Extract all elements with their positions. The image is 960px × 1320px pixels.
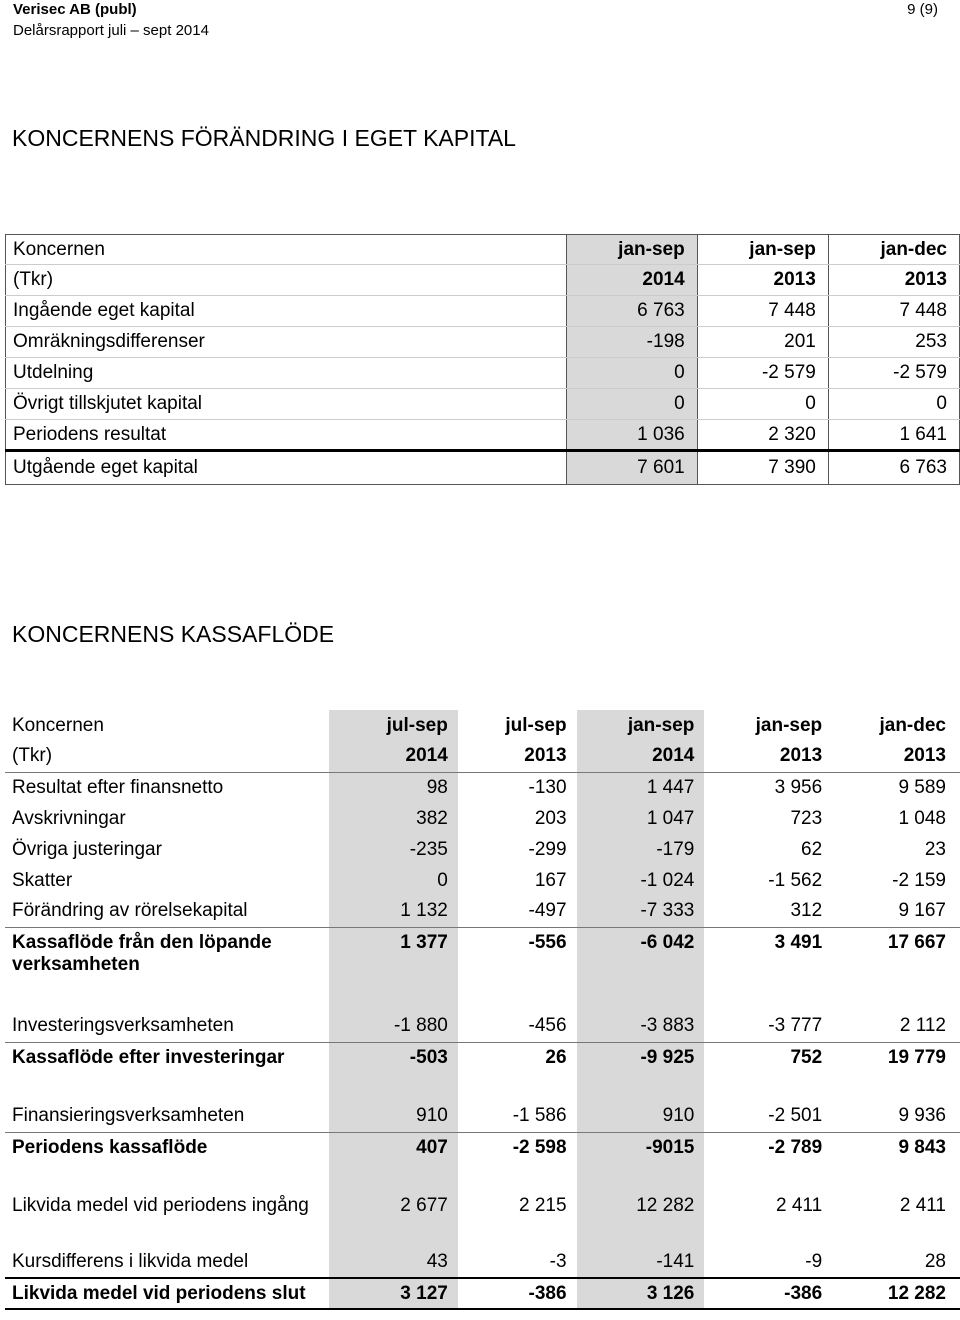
cell: 6 763 [828, 451, 959, 485]
cell: 910 [329, 1101, 458, 1132]
cell: -299 [528, 838, 567, 860]
header-cell: 2014 [566, 265, 697, 296]
cell: -3 883 [577, 1011, 705, 1042]
header-cell: Koncernen [12, 714, 104, 736]
page-number: 9 (9) [907, 1, 938, 18]
cell: -386 [458, 1278, 577, 1309]
header-cell: jan-sep [577, 710, 705, 741]
cell: 7 448 [697, 296, 828, 327]
cell: -1 586 [458, 1101, 577, 1132]
cell: -235 [329, 834, 458, 865]
cell: -130 [528, 776, 567, 798]
cell: 167 [534, 869, 567, 891]
cell: 2 411 [899, 1195, 946, 1216]
company-name: Verisec AB (publ) [13, 1, 137, 18]
cell: -386 [704, 1278, 832, 1309]
row-label: Kassaflöde från den löpande verksamheten [12, 931, 272, 975]
row-label: Investeringsverksamheten [5, 1011, 329, 1042]
header-cell: 2013 [704, 741, 832, 772]
cell: 98 [329, 772, 458, 803]
cell: 2 112 [832, 1011, 960, 1042]
cell: 1 641 [828, 420, 959, 451]
header-cell: 2013 [832, 741, 960, 772]
row-label: Periodens resultat [6, 420, 567, 451]
header-cell: 2014 [577, 741, 705, 772]
table-row [5, 1101, 960, 1132]
header-cell: 2013 [458, 741, 577, 772]
cell: 43 [329, 1247, 458, 1278]
cell: 1 447 [577, 772, 705, 803]
cell: -1 880 [329, 1011, 458, 1042]
cell: -3 777 [704, 1011, 832, 1042]
cell: -497 [458, 896, 577, 927]
cell: 1 132 [329, 896, 458, 927]
cell: 382 [329, 803, 458, 834]
cell: 0 [329, 865, 458, 896]
spacer-row [5, 987, 960, 1011]
cell: 3 956 [774, 776, 823, 798]
cell: 9 167 [832, 896, 960, 927]
cell: 0 [566, 358, 697, 389]
table-row [6, 389, 960, 420]
header-cell: jan-dec [828, 235, 959, 265]
header-cell: 2014 [329, 741, 458, 772]
cell: -1 024 [577, 865, 705, 896]
row-label: Periodens kassaflöde [12, 1136, 208, 1158]
table-row [6, 420, 960, 451]
cell: -6 042 [577, 927, 705, 987]
row-label: Likvida medel vid periodens ingång [12, 1195, 309, 1216]
header-cell: jan-sep [755, 714, 823, 736]
cell: 1 036 [566, 420, 697, 451]
header-cell: 2013 [828, 265, 959, 296]
row-label: Förändring av rörelsekapital [5, 896, 329, 927]
cell: -456 [458, 1011, 577, 1042]
table-header-row [5, 741, 960, 772]
table-row [6, 327, 960, 358]
header-cell: jul-sep [329, 710, 458, 741]
cell: 7 390 [697, 451, 828, 485]
cell: -2 159 [892, 869, 946, 891]
cell: 2 411 [776, 1195, 823, 1216]
cell: -2 598 [512, 1136, 567, 1158]
cell: -503 [329, 1042, 458, 1073]
cell: -9015 [577, 1132, 705, 1163]
cashflow-table [5, 710, 960, 1310]
cell: -9 [805, 1251, 823, 1272]
cell: 26 [545, 1046, 567, 1068]
cell: 2 215 [519, 1195, 567, 1216]
table-row [5, 803, 960, 834]
cell: 3 127 [329, 1278, 458, 1309]
cell: 12 282 [577, 1191, 705, 1247]
row-label: Kursdifferens i likvida medel [12, 1251, 249, 1272]
cell: 0 [828, 389, 959, 420]
cell: -141 [577, 1247, 705, 1278]
row-label: Ingående eget kapital [6, 296, 567, 327]
cell: -2 789 [768, 1136, 823, 1158]
cell: 9 589 [898, 776, 946, 798]
header-cell: Koncernen [6, 235, 567, 265]
table-row [5, 896, 960, 927]
table-row [5, 927, 960, 987]
table-row [5, 1132, 960, 1163]
cell: -179 [577, 834, 705, 865]
cell: -2 579 [697, 358, 828, 389]
table-header-row [6, 235, 960, 265]
cell: 6 763 [566, 296, 697, 327]
row-label: Skatter [12, 869, 73, 891]
cell: 201 [697, 327, 828, 358]
cell: 1 047 [577, 803, 705, 834]
cell: 3 126 [577, 1278, 705, 1309]
cell: 407 [329, 1132, 458, 1163]
total-row [6, 451, 960, 485]
equity-section-title: KONCERNENS FÖRÄNDRING I EGET KAPITAL [12, 125, 516, 151]
cell: 62 [801, 838, 823, 860]
cell: -556 [528, 931, 567, 953]
cell: -9 925 [577, 1042, 705, 1073]
cell: 17 667 [887, 931, 946, 953]
table-row [5, 772, 960, 803]
cell: 2 677 [329, 1191, 458, 1247]
table-row [5, 834, 960, 865]
row-label: Likvida medel vid periodens slut [5, 1278, 329, 1309]
cell: 253 [828, 327, 959, 358]
cell: 910 [577, 1101, 705, 1132]
row-label: Resultat efter finansnetto [12, 776, 224, 798]
cell: 19 779 [887, 1046, 946, 1068]
table-row [6, 296, 960, 327]
table-row [6, 358, 960, 389]
equity-table [5, 234, 960, 485]
cell: -1 562 [768, 869, 823, 891]
table-header-row [5, 710, 960, 741]
cell: 1 048 [898, 807, 946, 829]
spacer-row [5, 1073, 960, 1101]
cell: 752 [790, 1046, 823, 1068]
cell: 0 [566, 389, 697, 420]
header-cell: jan-sep [697, 235, 828, 265]
cell: 723 [790, 807, 823, 829]
header-cell: (Tkr) [6, 265, 567, 296]
row-label: Finansieringsverksamheten [5, 1101, 329, 1132]
header-cell: jan-sep [566, 235, 697, 265]
report-title: Delårsrapport juli – sept 2014 [13, 22, 209, 39]
cell: 9 936 [832, 1101, 960, 1132]
cell: -2 579 [828, 358, 959, 389]
cell: 23 [924, 838, 946, 860]
cell: -7 333 [577, 896, 705, 927]
header-cell: jan-dec [879, 714, 946, 736]
header-cell: 2013 [697, 265, 828, 296]
table-row [5, 1042, 960, 1073]
cell: 7 448 [828, 296, 959, 327]
header-cell: (Tkr) [5, 741, 329, 772]
spacer-row [5, 1163, 960, 1191]
total-row [5, 1278, 960, 1309]
cell: 0 [697, 389, 828, 420]
row-label: Avskrivningar [12, 807, 126, 829]
table-row [5, 1247, 960, 1278]
cell: 312 [704, 896, 832, 927]
row-label: Utdelning [6, 358, 567, 389]
cell: 28 [924, 1251, 946, 1272]
row-label: Övriga justeringar [12, 838, 162, 860]
cell: -3 [549, 1251, 567, 1272]
table-header-row [6, 265, 960, 296]
cell: -198 [566, 327, 697, 358]
cashflow-section-title: KONCERNENS KASSAFLÖDE [12, 621, 335, 647]
cell: 12 282 [832, 1278, 960, 1309]
cell: 7 601 [566, 451, 697, 485]
header-cell: jul-sep [505, 714, 567, 736]
table-row [5, 865, 960, 896]
table-row [5, 1011, 960, 1042]
cell: 203 [534, 807, 567, 829]
row-label: Omräkningsdifferenser [6, 327, 567, 358]
row-label: Kassaflöde efter investeringar [12, 1046, 285, 1068]
cell: 1 377 [329, 927, 458, 987]
table-row [5, 1191, 960, 1247]
cell: 3 491 [774, 931, 823, 953]
cell: 2 320 [697, 420, 828, 451]
row-label: Övrigt tillskjutet kapital [6, 389, 567, 420]
cell: 9 843 [898, 1136, 946, 1158]
row-label: Utgående eget kapital [6, 451, 567, 485]
cell: -2 501 [704, 1101, 832, 1132]
